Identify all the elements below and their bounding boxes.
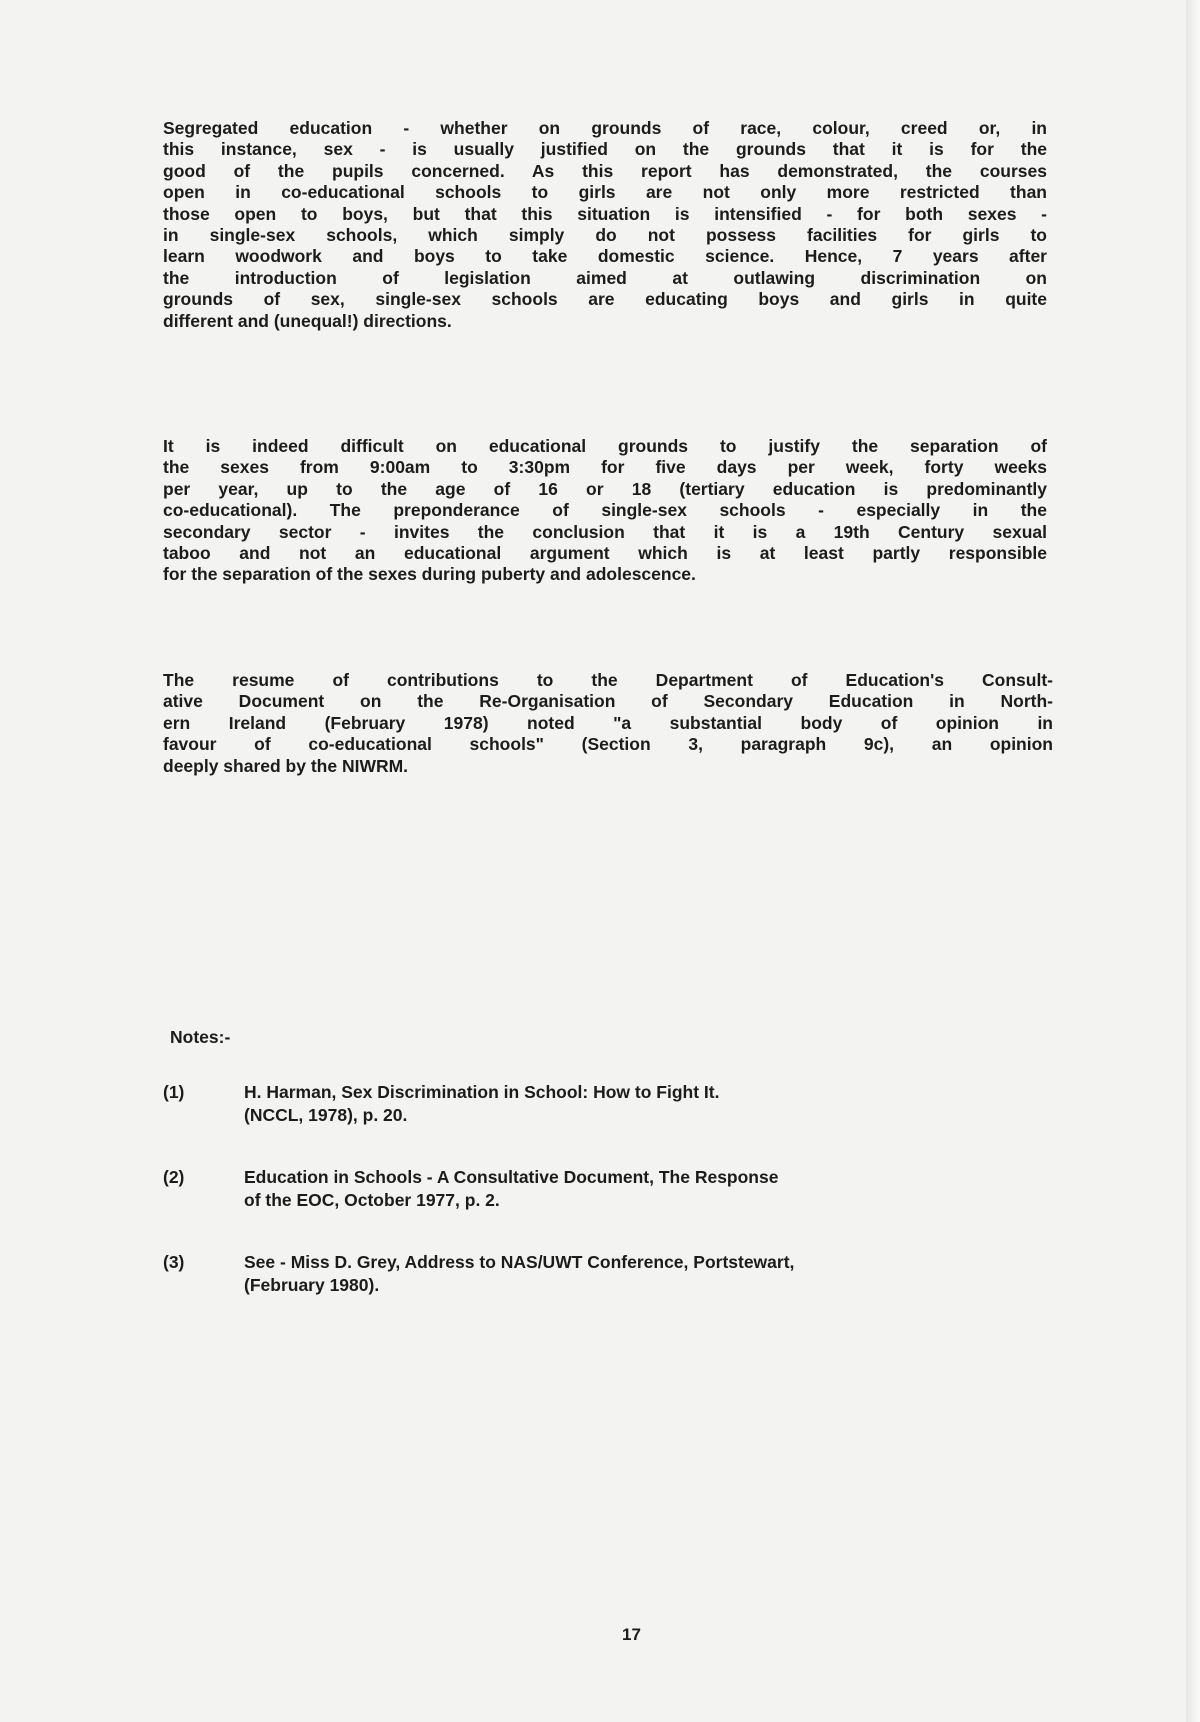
text-line: deeply shared by the NIWRM. xyxy=(163,755,409,776)
text-line: those open to boys, but that this situation is intensified - for both sexes - xyxy=(163,203,1047,224)
paragraph-consultative-document xyxy=(163,670,1053,777)
note-number: (3) xyxy=(163,1252,185,1272)
text-line: the introduction of legislation aimed at outlawing discrimination on xyxy=(163,267,1047,288)
notes-heading: Notes:- xyxy=(170,1027,231,1047)
text-line: secondary sector - invites the conclusion that it is a 19th Century sexual xyxy=(163,521,1047,542)
text-line: ative Document on the Re-Organisation of Secondary Education in North- xyxy=(163,691,1053,712)
text-line: good of the pupils concerned. As this report has demonstrated, the courses xyxy=(163,160,1047,181)
text-line: learn woodwork and boys to take domestic science. Hence, 7 years after xyxy=(163,246,1047,267)
note-text-line: (February 1980). xyxy=(244,1275,380,1295)
text-line: taboo and not an educational argument which is at least partly responsible xyxy=(163,543,1047,564)
text-line: ern Ireland (February 1978) noted "a substantial body of opinion in xyxy=(163,712,1053,733)
page-edge-shadow xyxy=(1186,0,1200,1722)
page-number: 17 xyxy=(622,1625,641,1644)
text-line: the sexes from 9:00am to 3:30pm for five days per week, forty weeks xyxy=(163,457,1047,478)
note-text-line: of the EOC, October 1977, p. 2. xyxy=(244,1190,500,1210)
text-line: Segregated education - whether on grounds of race, colour, creed or, in xyxy=(163,118,1047,138)
note-text-line: H. Harman, Sex Discrimination in School: How to Fight It. xyxy=(244,1082,720,1102)
text-line: in single-sex schools, which simply do not possess facilities for girls to xyxy=(163,225,1047,246)
note-text-line: Education in Schools - A Consultative Document, The Response xyxy=(244,1167,779,1187)
text-line: It is indeed difficult on educational grounds to justify the separation of xyxy=(163,436,1047,456)
text-line: for the separation of the sexes during puberty and adolescence. xyxy=(163,564,696,585)
note-number: (1) xyxy=(163,1082,185,1102)
note-item xyxy=(163,1251,1043,1301)
paragraph-segregated-education xyxy=(163,118,1047,332)
note-item xyxy=(163,1166,1043,1216)
text-line: The resume of contributions to the Department of Education's Consult- xyxy=(163,670,1053,690)
text-line: open in co-educational schools to girls are not only more restricted than xyxy=(163,182,1047,203)
text-line: favour of co-educational schools" (Section 3, paragraph 9c), an opinion xyxy=(163,734,1053,755)
paragraph-separation-of-sexes xyxy=(163,436,1047,586)
text-line: different and (unequal!) directions. xyxy=(163,310,452,331)
text-line: grounds of sex, single-sex schools are educating boys and girls in quite xyxy=(163,289,1047,310)
text-line: co-educational). The preponderance of single-sex schools - especially in the xyxy=(163,500,1047,521)
note-text-line: See - Miss D. Grey, Address to NAS/UWT Conference, Portstewart, xyxy=(244,1252,795,1272)
text-line: this instance, sex - is usually justified on the grounds that it is for the xyxy=(163,139,1047,160)
note-item xyxy=(163,1081,1043,1131)
text-line: per year, up to the age of 16 or 18 (tertiary education is predominantly xyxy=(163,478,1047,499)
note-number: (2) xyxy=(163,1167,185,1187)
note-text-line: (NCCL, 1978), p. 20. xyxy=(244,1105,408,1125)
